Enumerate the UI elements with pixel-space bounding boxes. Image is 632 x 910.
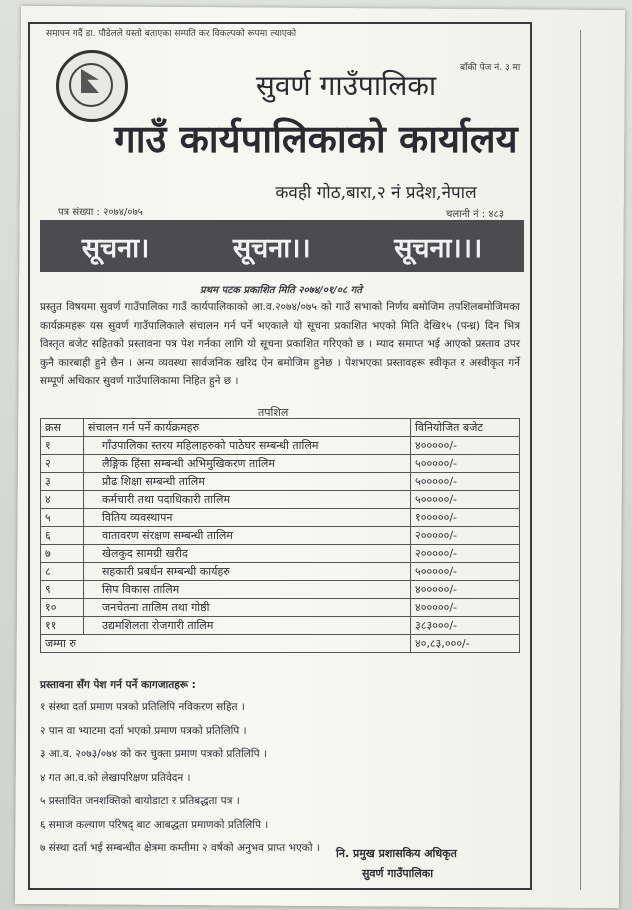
row-program: वातावरण संरक्षण सम्बन्धी तालिम bbox=[84, 527, 411, 545]
letter-number: पत्र संख्या : २०७४/०७५ bbox=[58, 207, 143, 218]
table-title: तपशिल bbox=[258, 406, 289, 419]
requirement-item: ६ समाज कल्याण परिषद् बाट आबद्धता प्रमाणको प्रतिलिपि । bbox=[40, 818, 269, 831]
table-row bbox=[41, 491, 520, 509]
row-program: खेलकुद सामग्री खरीद bbox=[84, 545, 411, 563]
table-row bbox=[41, 581, 520, 599]
table-row bbox=[41, 527, 520, 545]
row-budget: ४०००००/- bbox=[411, 599, 520, 617]
table-row bbox=[41, 599, 520, 617]
row-budget: ४०००००/- bbox=[411, 437, 520, 455]
requirement-item: ७ संस्था दर्ता भई सम्बन्धीत क्षेत्रमा कम्तीमा २ वर्षको अनुभव प्राप्त भएको । bbox=[40, 842, 320, 854]
row-sn: २ bbox=[41, 455, 84, 473]
office-address: कवही गोठ,बारा,२ नं प्रदेश,नेपाल bbox=[275, 183, 477, 203]
row-sn: ७ bbox=[41, 545, 84, 563]
row-budget: ५०००००/- bbox=[411, 455, 520, 473]
row-budget: २०००००/- bbox=[411, 545, 520, 563]
row-program: गाँउपालिका स्तरय महिलाहरुको पाठेघर सम्बन्धी तालिम bbox=[84, 437, 411, 455]
program-budget-table bbox=[40, 418, 520, 653]
signature-title: नि. प्रमुख प्रशासकिय अधिकृत bbox=[336, 847, 457, 860]
row-sn: ८ bbox=[41, 563, 84, 581]
row-sn: १ bbox=[41, 437, 84, 455]
banner-notice-2: सूचना।। bbox=[232, 232, 311, 264]
requirements-title: प्रस्तावना सँग पेश गर्न पर्ने कागजातहरू : bbox=[40, 679, 196, 691]
table-header-row bbox=[41, 419, 520, 437]
notice-banner bbox=[40, 220, 524, 272]
row-budget: ४०००००/- bbox=[411, 581, 520, 599]
row-program: वितिय व्यवस्थापन bbox=[84, 509, 411, 527]
table-row bbox=[41, 617, 520, 635]
dispatch-number: चलानी नं : ४८३ bbox=[446, 209, 504, 220]
row-sn: १० bbox=[41, 599, 84, 617]
signature-org: सुवर्ण गाउँपालिका bbox=[362, 867, 434, 880]
row-program: कर्मचारी तथा पदाधिकारी तालिम bbox=[84, 491, 411, 509]
banner-notice-1: सूचना। bbox=[81, 232, 150, 264]
row-program: सहकारी प्रबर्धन सम्बन्धी कार्यहरु bbox=[84, 563, 411, 581]
published-date: प्रथम पटक प्रकाशित मिति २०७४/०१/०८ गते bbox=[200, 285, 363, 296]
requirement-item: ३ आ.व. २०७३/०७४ को कर चुक्ता प्रमाण पत्रको प्रतिलिपि । bbox=[40, 748, 267, 760]
municipality-name: सुवर्ण गाउँपालिका bbox=[255, 69, 437, 102]
row-sn: ११ bbox=[41, 617, 84, 635]
row-budget: ३८३०००/- bbox=[411, 617, 520, 635]
newspaper-clipping-right: बाँकी पेज नं. ३ मा bbox=[460, 63, 521, 73]
table-total-row bbox=[41, 635, 520, 653]
header-sn: क्रस bbox=[41, 419, 84, 437]
row-program: लैङ्गिक हिंसा सम्बन्धी अभिमुखिकरण तालिम bbox=[84, 455, 411, 473]
row-budget: १०००००/- bbox=[411, 509, 520, 527]
row-budget: २०००००/- bbox=[411, 527, 520, 545]
row-sn: ३ bbox=[41, 473, 84, 491]
row-budget: ५०००००/- bbox=[411, 473, 520, 491]
header-budget: विनियोजित बजेट bbox=[411, 419, 520, 437]
row-sn: ९ bbox=[41, 581, 84, 599]
table-row bbox=[41, 563, 520, 581]
table-row bbox=[41, 545, 520, 563]
total-label: जम्मा रु bbox=[41, 635, 411, 653]
row-program: जनचेतना तालिम तथा गोष्ठी bbox=[84, 599, 411, 617]
row-sn: ६ bbox=[41, 527, 84, 545]
newspaper-clipping-left: समापन गर्दै डा. पौडेलले यस्तो बताएका सम्पति कर विकल्पको रूपमा ल्याएको bbox=[46, 29, 297, 39]
office-name: गाउँ कार्यपालिकाको कार्यालय bbox=[114, 116, 518, 161]
row-program: उद्यमशिलता रोजगारी तालिम bbox=[84, 617, 411, 635]
banner-notice-3: सूचना।।। bbox=[394, 232, 483, 264]
requirement-item: ४ गत आ.व.को लेखापरिक्षण प्रतिवेदन । bbox=[40, 771, 191, 784]
row-budget: ५०००००/- bbox=[411, 491, 520, 509]
row-sn: ५ bbox=[41, 509, 84, 527]
row-program: सिप विकास तालिम bbox=[84, 581, 411, 599]
table-row bbox=[41, 473, 520, 491]
requirement-item: ५ प्रस्तावित जनशक्तिको बायोडाटा र प्रतिबद्धता पत्र । bbox=[40, 795, 240, 807]
table-row bbox=[41, 455, 520, 473]
row-program: प्रौढ शिक्षा सम्बन्धी तालिम bbox=[84, 473, 411, 491]
table-row bbox=[41, 509, 520, 527]
requirement-item: २ पान वा भ्याटमा दर्ता भएको प्रमाण पत्रको प्रतिलिपि । bbox=[40, 724, 247, 737]
total-value: ४०,८३,०००/- bbox=[411, 635, 520, 653]
row-sn: ४ bbox=[41, 491, 84, 509]
requirement-item: १ संस्था दर्ता प्रमाण पत्रको प्रतिलिपि नविकरण सहित । bbox=[40, 701, 245, 713]
row-budget: ५०००००/- bbox=[411, 563, 520, 581]
table-row bbox=[41, 437, 520, 455]
header-program: संचालन गर्न पर्ने कार्यक्रमहरु bbox=[84, 419, 411, 437]
notice-body: प्रस्तुत विषयमा सुवर्ण गाउँपालिका गाउँ कार्यपालिकाको आ.व.२०७४/०७५ को गाउँ सभाको निर्णय बमोजिम तपशिलबमोजिमका कार्यक्रमहरू यस सुवर्ण गाउँपालिकाले संचालन गर्न पर्ने भएकाले यो सूचना प्रकाशित भएको मिति देखि१५ (पन्ध्र) दिन भित्र विस्तृत बजेट सहितको प्रस्तावना पत्र पेश गर्नका लागि यो सूचना प्रकाशित गरिएको छ । म्याद समाप्त भई आएको प्रस्ताव उपर कुनै कारबाही हुने छैन । अन्य व्यवस्था सार्वजनिक खरिद ऐन बमोजिम हुनेछ । पेशभएका प्रस्तावहरू स्वीकृत र अस्वीकृत गर्ने सम्पूर्ण अधिकार सुवर्ण गाउँपालिकामा निहित हुने छ । bbox=[40, 301, 520, 387]
